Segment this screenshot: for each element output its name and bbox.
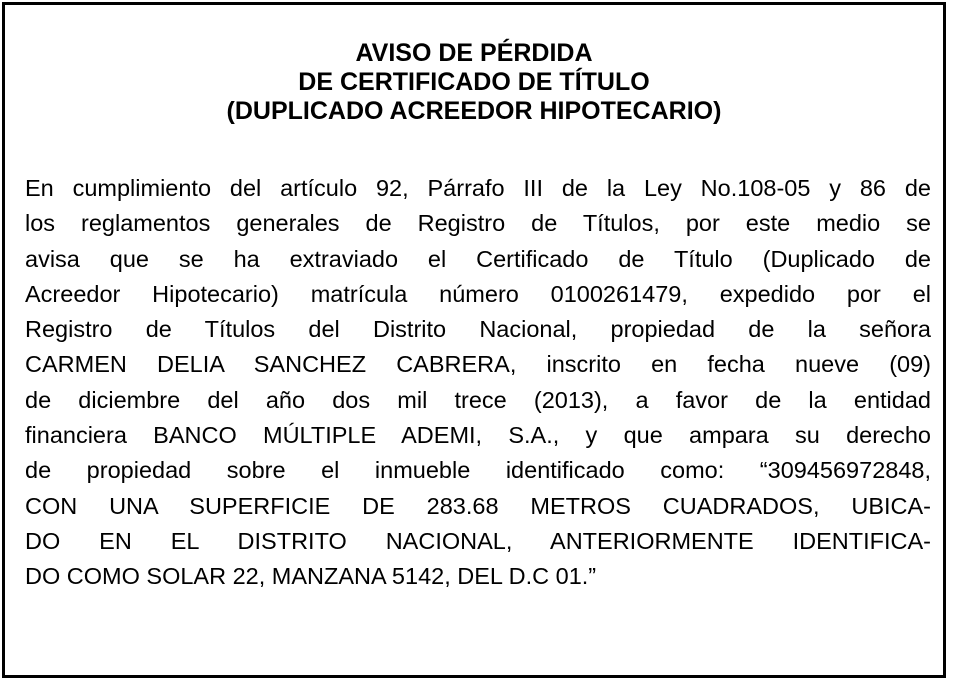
body-line: CARMEN DELIA SANCHEZ CABRERA, inscrito en fecha nueve (09) bbox=[25, 351, 931, 378]
body-line: En cumplimiento del artículo 92, Párrafo III de la Ley No.108-05 y 86 de bbox=[25, 175, 931, 201]
body-line: Registro de Títulos del Distrito Nacional, propiedad de la señora bbox=[25, 316, 931, 343]
body-line: DO COMO SOLAR 22, MANZANA 5142, DEL D.C 01.” bbox=[25, 563, 597, 590]
body-line: de diciembre del año dos mil trece (2013), a favor de la entidad bbox=[25, 386, 931, 413]
body-line: CON UNA SUPERFICIE DE 283.68 METROS CUADRADOS, UBICA- bbox=[25, 492, 931, 519]
body-line: de propiedad sobre el inmueble identificado como: “309456972848, bbox=[25, 457, 931, 484]
body-line: financiera BANCO MÚLTIPLE ADEMI, S.A., y que ampara su derecho bbox=[25, 422, 931, 449]
title-line: (DUPLICADO ACREEDOR HIPOTECARIO) bbox=[226, 97, 722, 125]
notice-frame bbox=[2, 2, 946, 678]
notice-body bbox=[25, 171, 931, 595]
body-line: Acreedor Hipotecario) matrícula número 0100261479, expedido por el bbox=[25, 280, 931, 307]
body-line: avisa que se ha extraviado el Certificado de Título (Duplicado de bbox=[25, 245, 931, 272]
body-line: DO EN EL DISTRITO NACIONAL, ANTERIORMENTE IDENTIFICA- bbox=[25, 527, 931, 554]
body-line: los reglamentos generales de Registro de Títulos, por este medio se bbox=[25, 210, 931, 237]
notice-title bbox=[5, 39, 943, 126]
title-line: AVISO DE PÉRDIDA bbox=[355, 39, 593, 67]
title-line: DE CERTIFICADO DE TÍTULO bbox=[298, 68, 650, 96]
